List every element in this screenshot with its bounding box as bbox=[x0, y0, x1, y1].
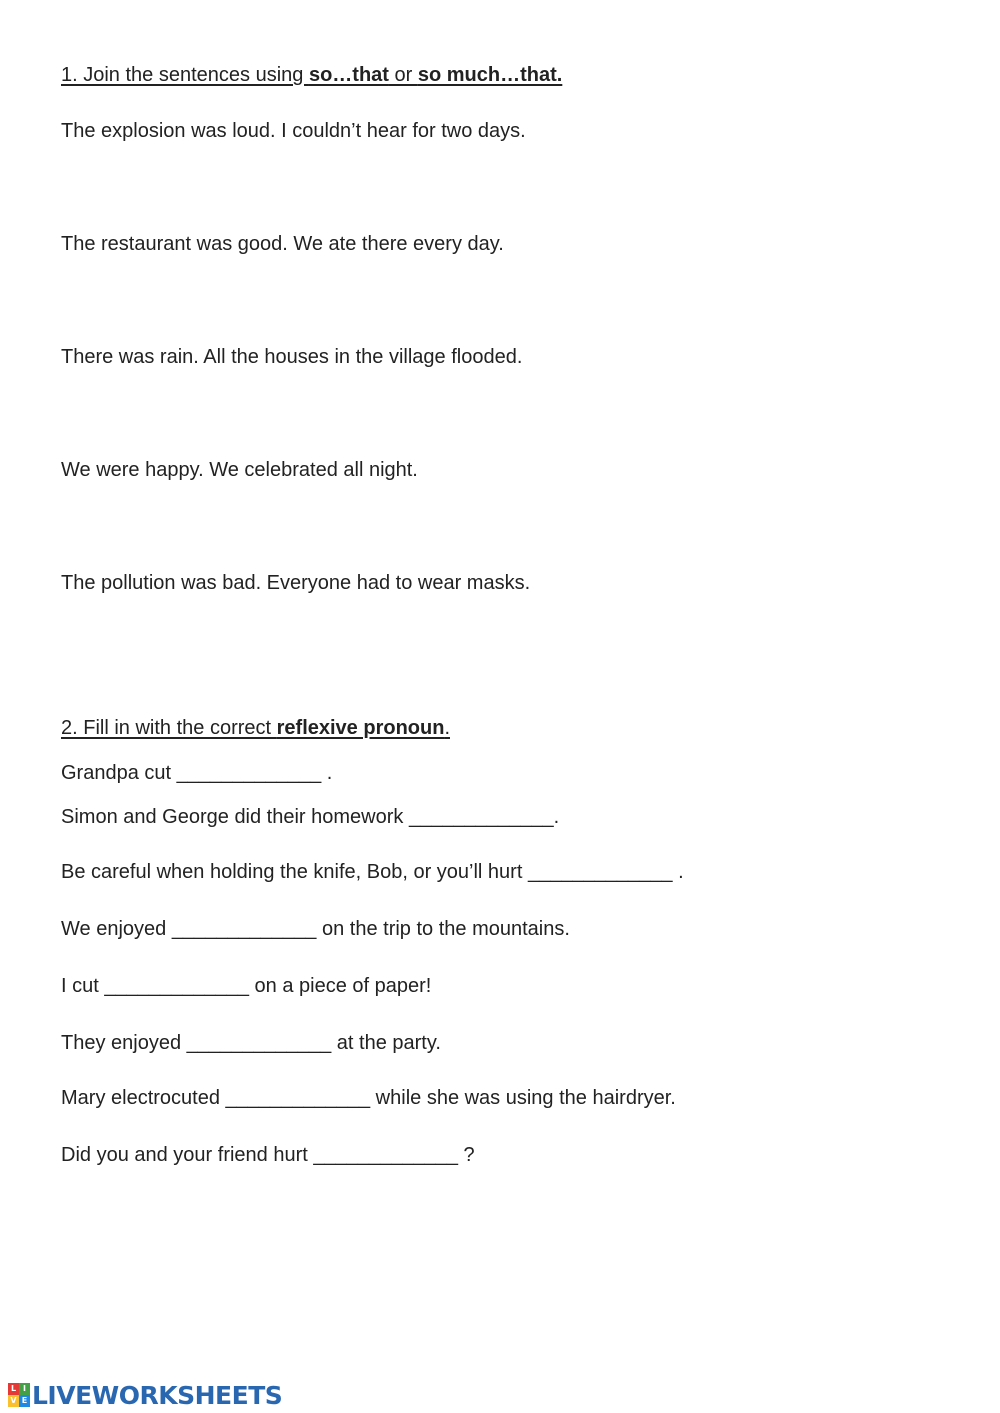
answer-blank-7[interactable]: _____________ bbox=[225, 1087, 371, 1109]
answer-blank-1[interactable]: _____________ bbox=[176, 762, 322, 784]
sentence-1: The explosion was loud. I couldn’t hear for two days. bbox=[61, 120, 526, 142]
section2-heading-period: . bbox=[444, 717, 450, 739]
fill-item-7: Mary electrocuted _____________ while she was using the hairdryer. bbox=[61, 1087, 676, 1109]
sentence-5: The pollution was bad. Everyone had to wear masks. bbox=[61, 572, 531, 594]
sentence-3: There was rain. All the houses in the village flooded. bbox=[61, 346, 523, 368]
section1-heading-bold-so-that: so…that bbox=[308, 64, 389, 86]
answer-blank-5[interactable]: _____________ bbox=[104, 975, 249, 997]
section1-heading bbox=[61, 63, 562, 87]
section1-heading-text: 1. Join the sentences using bbox=[61, 64, 309, 86]
section2-heading-bold: reflexive pronoun bbox=[276, 717, 445, 739]
fill-item-3: Be careful when holding the knife, Bob, or you’ll hurt _____________ . bbox=[61, 861, 684, 883]
answer-blank-2[interactable]: _____________ bbox=[408, 806, 554, 828]
section1-heading-bold-so-much-that: so much…that. bbox=[417, 64, 563, 86]
fill-item-5: I cut _____________ on a piece of paper! bbox=[61, 975, 432, 997]
fill-item-2: Simon and George did their homework _____________. bbox=[61, 806, 560, 828]
fill-item-1: Grandpa cut _____________ . bbox=[61, 762, 333, 784]
fill-item-4: We enjoyed _____________ on the trip to the mountains. bbox=[61, 918, 570, 940]
section1-heading-or: or bbox=[388, 64, 418, 86]
answer-blank-3[interactable]: _____________ bbox=[527, 861, 673, 883]
logo-mark-letter-l: L bbox=[8, 1383, 19, 1395]
liveworksheets-logo bbox=[8, 1380, 282, 1410]
logo-mark-letter-i: I bbox=[19, 1383, 30, 1395]
logo-mark-letter-e: E bbox=[19, 1395, 30, 1407]
answer-blank-6[interactable]: _____________ bbox=[186, 1032, 332, 1054]
logo-mark-letter-v: V bbox=[8, 1395, 19, 1407]
sentence-4: We were happy. We celebrated all night. bbox=[61, 459, 418, 481]
logo-text: LIVEWORKSHEETS bbox=[32, 1380, 283, 1410]
fill-item-8: Did you and your friend hurt _____________ ? bbox=[61, 1144, 475, 1166]
sentence-2: The restaurant was good. We ate there every day. bbox=[61, 233, 504, 255]
answer-blank-4[interactable]: _____________ bbox=[171, 918, 317, 940]
fill-item-6: They enjoyed _____________ at the party. bbox=[61, 1032, 441, 1054]
answer-blank-8[interactable]: _____________ bbox=[313, 1144, 458, 1166]
section2-heading bbox=[61, 716, 450, 740]
logo-mark-icon bbox=[8, 1383, 30, 1407]
section2-heading-text: 2. Fill in with the correct bbox=[61, 717, 277, 739]
